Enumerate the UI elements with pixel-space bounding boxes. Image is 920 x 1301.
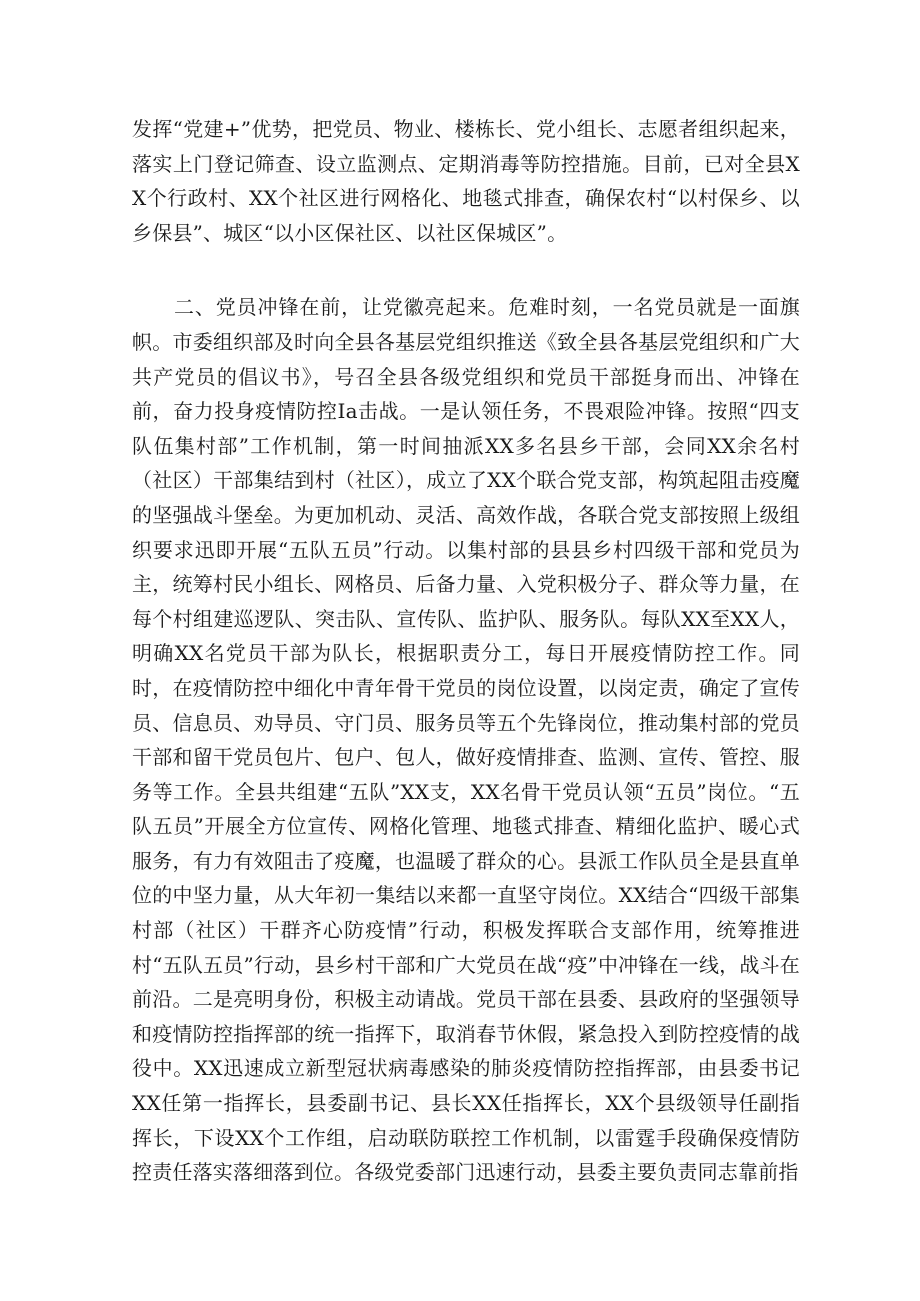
paragraph-gap <box>132 250 800 290</box>
paragraph-party-members: 二、党员冲锋在前，让党徽亮起来。危难时刻，一名党员就是一面旗帜。市委组织部及时向全县各基层党组织推送《致全县各基层党组织和广大共产党员的倡议书》，号召全县各级党组织和党员干部挺身而出、冲锋在前，奋力投身疫情防控Ia击战。一是认领任务，不畏艰险冲锋。按照“四支队伍集村部”工作机制，第一时间抽派XX多名县乡干部，会同XX余名村（社区）干部集结到村（社区），成立了XX个联合党支部，构筑起阻击疫魔的坚强战斗堡垒。为更加机动、灵活、高效作战，各联合党支部按照上级组织要求迅即开展“五队五员”行动。以集村部的县县乡村四级干部和党员为主，统筹村民小组长、网格员、后备力量、入党积极分子、群众等力量，在每个村组建巡逻队、突击队、宣传队、监护队、服务队。每队XX至XX人，明确XX名党员干部为队长，根据职责分工，每日开展疫情防控工作。同时，在疫情防控中细化中青年骨干党员的岗位设置，以岗定责，确定了宣传员、信息员、劝导员、守门员、服务员等五个先锋岗位，推动集村部的党员干部和留干党员包片、包户、包人，做好疫情排查、监测、宣传、管控、服务等工作。全县共组建“五队”XX支，XX名骨干党员认领“五员”岗位。“五队五员”开展全方位宣传、网格化管理、地毯式排查、精细化监护、暖心式服务，有力有效阻击了疫魔，也温暖了群众的心。县派工作队员全是县直单位的中坚力量，从大年初一集结以来都一直坚守岗位。XX结合“四级干部集村部（社区）干群齐心防疫情”行动，积极发挥联合支部作用，统筹推进村“五队五员”行动，县乡村干部和广大党员在战“疫”中冲锋在一线，战斗在前沿。二是亮明身份，积极主动请战。党员干部在县委、县政府的坚强领导和疫情防控指挥部的统一指挥下，取消春节休假，紧急投入到防控疫情的战役中。XX迅速成立新型冠状病毒感染的肺炎疫情防控指挥部，由县委书记XX任第一指挥长，县委副书记、县长XX任指挥长，XX个县级领导任副指挥长，下设XX个工作组，启动联防联控工作机制，以雷霆手段确保疫情防控责任落实落细落到位。各级党委部门迅速行动，县委主要负责同志靠前指 <box>132 295 800 1185</box>
paragraph-continuation: 发挥“党建+”优势，把党员、物业、楼栋长、党小组长、志愿者组织起来，落实上门登记筛查、设立监测点、定期消毒等防控措施。目前，已对全县XX个行政村、XX个社区进行网格化、地毯式排查，确保农村“以村保乡、以乡保县”、城区“以小区保社区、以社区保城区”。 <box>132 117 800 245</box>
